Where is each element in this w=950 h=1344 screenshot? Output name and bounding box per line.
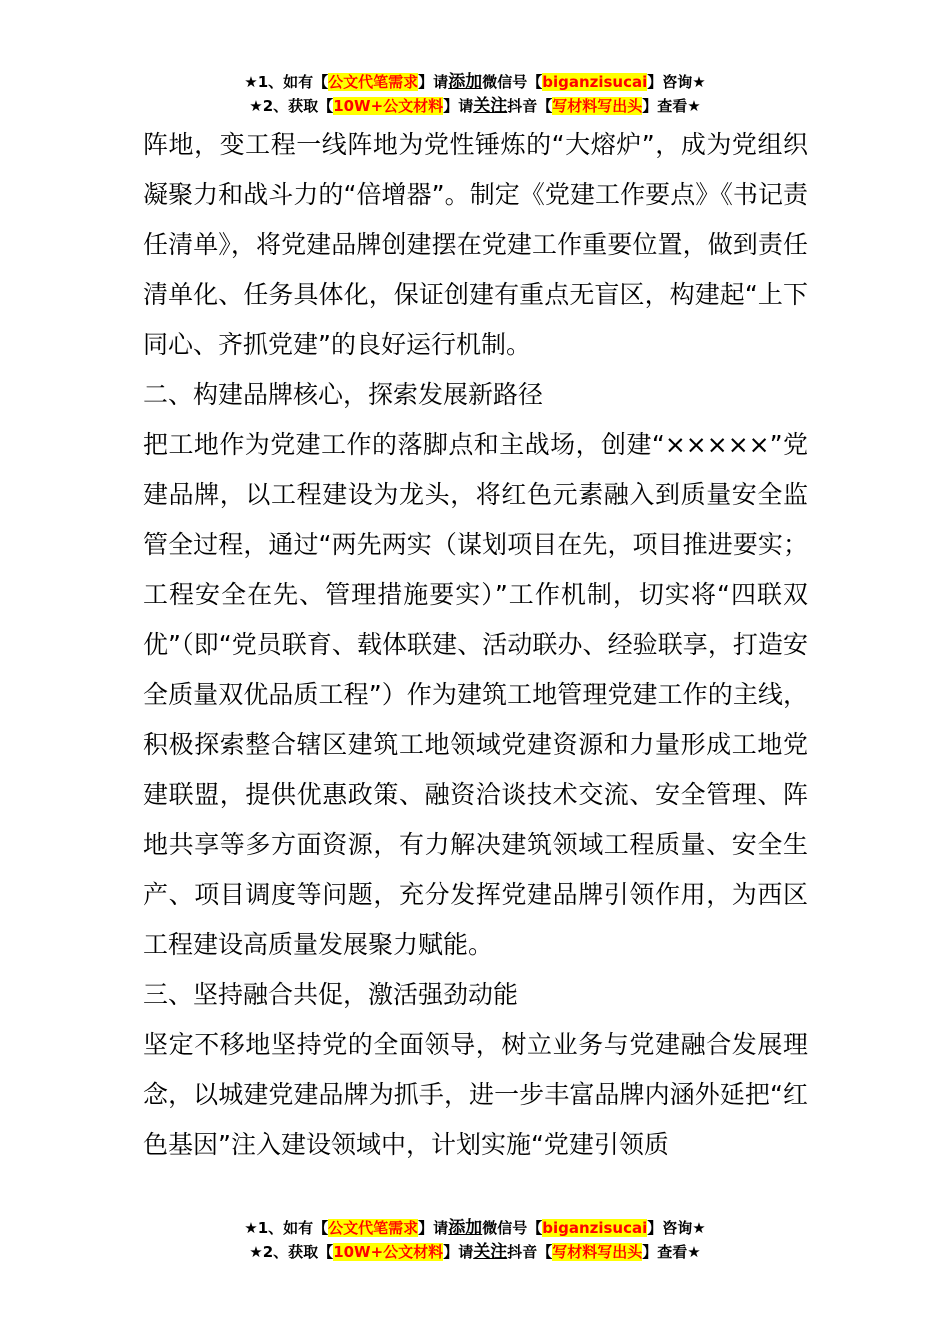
bottom-promo-line-1 (0, 1216, 950, 1240)
promo-text: ★2、获取【 (249, 97, 334, 115)
body-paragraph: 把工地作为党建工作的落脚点和主战场，创建“×××××”党建品牌，以工程建设为龙头，将红色元素融入到质量安全监管全过程，通过“两先两实（谋划项目在先，项目推进要实；工程安全在先、管理措施要实）”工作机制，切实将“四联双优”（即“党员联育、载体联建、活动联办、经验联享，打造安全质量双优品质工程”）作为建筑工地管理党建工作的主线，积极探索整合辖区建筑工地领域党建资源和力量形成工地党建联盟，提供优惠政策、融资洽谈技术交流、安全管理、阵地共享等多方面资源，有力解决建筑领域工程质量、安全生产、项目调度等问题，充分发挥党建品牌引领作用，为西区工程建设高质量发展聚力赋能。 (143, 430, 808, 959)
promo-text: ★1、如有【 (244, 1219, 329, 1237)
promo-highlight-douyin: 写材料写出头 (552, 97, 643, 115)
promo-emphasis: 关注 (473, 96, 508, 116)
bottom-promo-line-2 (0, 1240, 950, 1264)
top-promo-line-2 (0, 94, 950, 118)
promo-text: 】请 (443, 1243, 474, 1261)
promo-text: 抖音【 (507, 97, 553, 115)
top-promo-banner (0, 70, 950, 118)
promo-text: 】咨询★ (647, 1219, 706, 1237)
document-body (143, 120, 808, 1170)
promo-text: 】请 (418, 73, 449, 91)
promo-text: 】查看★ (642, 1243, 701, 1261)
promo-text: ★1、如有【 (244, 73, 329, 91)
promo-highlight-service: 公文代笔需求 (328, 73, 419, 91)
section-heading-3: 三、坚持融合共促，激活强劲动能 (143, 980, 519, 1009)
promo-highlight-douyin: 写材料写出头 (552, 1243, 643, 1261)
bottom-promo-banner (0, 1216, 950, 1264)
promo-text: 】请 (418, 1219, 449, 1237)
body-paragraph: 阵地，变工程一线阵地为党性锤炼的“大熔炉”，成为党组织凝聚力和战斗力的“倍增器”。制定《党建工作要点》《书记责任清单》，将党建品牌创建摆在党建工作重要位置，做到责任清单化、任务具体化，保证创建有重点无盲区，构建起“上下同心、齐抓党建”的良好运行机制。 (143, 130, 808, 359)
promo-highlight-service: 公文代笔需求 (328, 1219, 419, 1237)
body-paragraph: 坚定不移地坚持党的全面领导，树立业务与党建融合发展理念，以城建党建品牌为抓手，进一步丰富品牌内涵外延把“红色基因”注入建设领域中，计划实施“党建引领质 (143, 1030, 808, 1159)
promo-highlight-wechat-id: biganzisucai (542, 73, 648, 91)
promo-highlight-wechat-id: biganzisucai (542, 1219, 648, 1237)
promo-highlight-materials: 10W+公文材料 (333, 97, 444, 115)
section-heading-2: 二、构建品牌核心，探索发展新路径 (143, 380, 544, 409)
promo-text: 】查看★ (642, 97, 701, 115)
promo-text: ★2、获取【 (249, 1243, 334, 1261)
promo-text: 抖音【 (507, 1243, 553, 1261)
top-promo-line-1 (0, 70, 950, 94)
promo-text: 微信号【 (482, 73, 543, 91)
promo-text: 】请 (443, 97, 474, 115)
promo-highlight-materials: 10W+公文材料 (333, 1243, 444, 1261)
promo-emphasis: 添加 (448, 1218, 483, 1238)
promo-text: 微信号【 (482, 1219, 543, 1237)
promo-text: 】咨询★ (647, 73, 706, 91)
promo-emphasis: 关注 (473, 1242, 508, 1262)
promo-emphasis: 添加 (448, 72, 483, 92)
